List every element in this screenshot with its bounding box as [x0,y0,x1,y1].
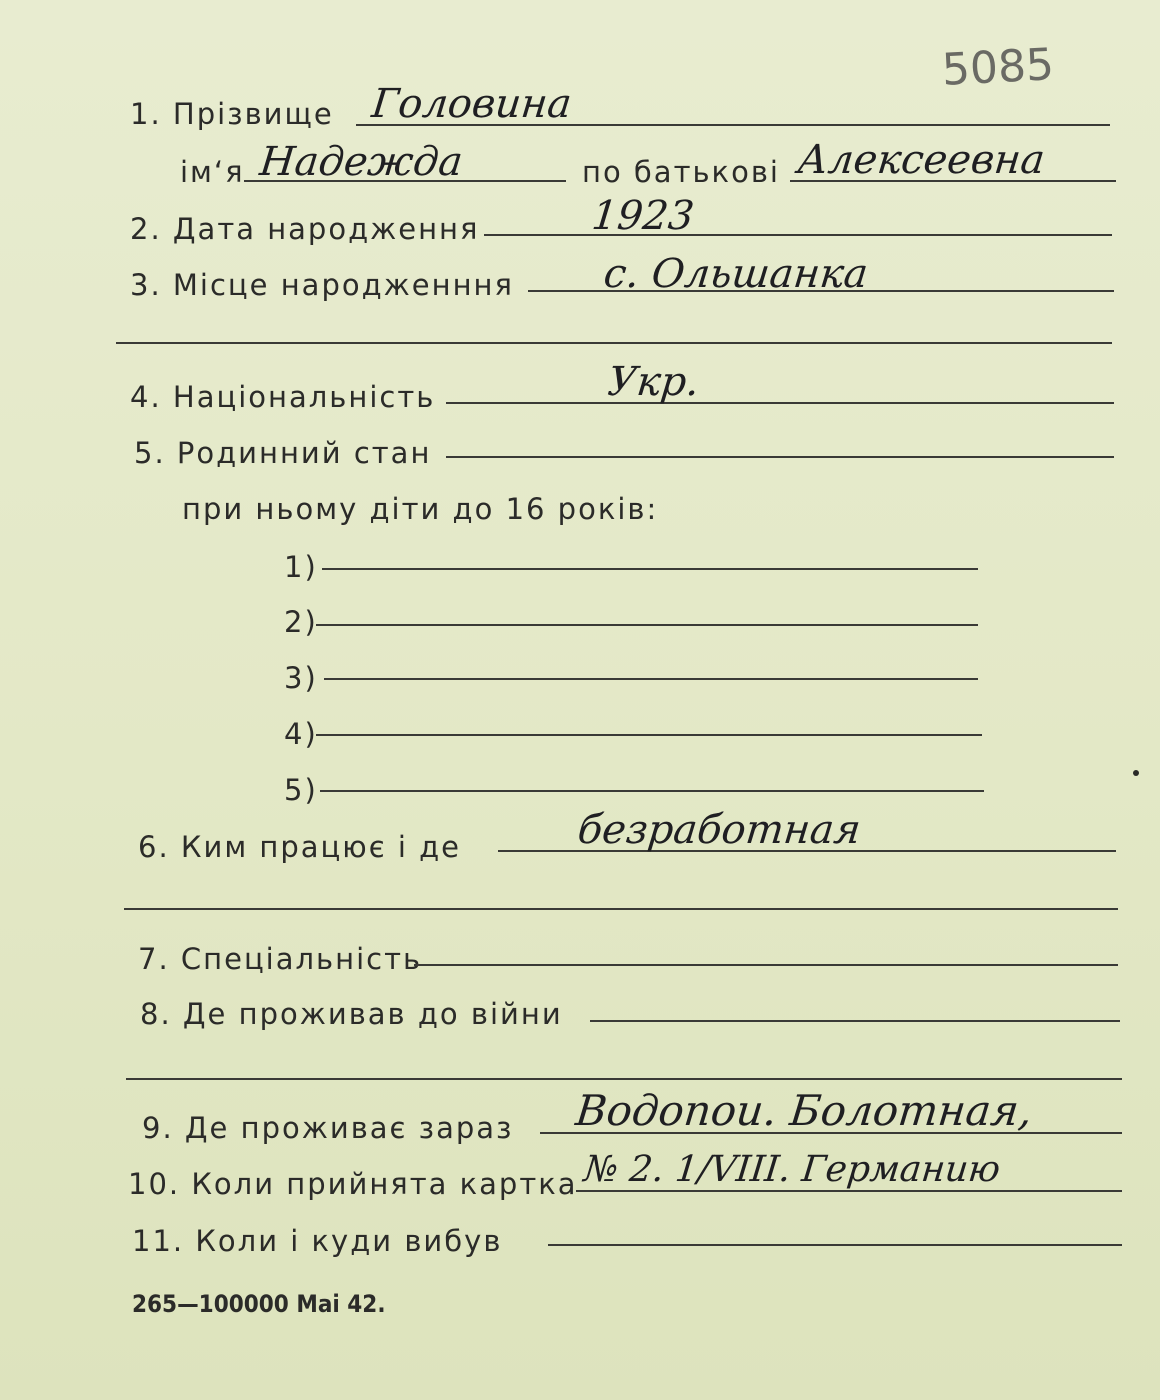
child-5-label: 5) [284,773,318,807]
child-5-line [320,790,984,792]
prewar-residence-extra-line [126,1078,1122,1080]
child-2-label: 2) [284,605,318,639]
birth-date-value: 1923 [589,193,697,239]
nationality-line [446,402,1114,404]
child-1-line [322,568,978,570]
card-accepted-value: № 2. 1/VIII. Германию [581,1149,1003,1190]
departure-label: 11. Коли і куди вибув [132,1224,503,1258]
current-residence-value: Водопои. Болотная, [573,1086,1035,1135]
card-accepted-line [576,1190,1122,1192]
card-accepted-label: 10. Коли прийнята картка [128,1167,578,1201]
children-label: при ньому діти до 16 років: [182,492,659,526]
child-4-line [316,734,982,736]
specialty-label: 7. Спеціальність [138,942,423,976]
ink-dot [1133,770,1139,776]
child-2-line [316,624,978,626]
marital-status-label: 5. Родинний стан [134,436,432,470]
print-code: 265—100000 Mai 42. [132,1290,386,1318]
nationality-value: Укр. [605,359,702,405]
surname-value: Головина [369,81,574,127]
specialty-line [414,964,1118,966]
first-name-label: ім‘я [180,155,245,189]
child-4-label: 4) [284,717,318,751]
first-name-value: Надежда [257,139,465,185]
occupation-label: 6. Ким працює і де [138,830,462,864]
patronymic-value: Алексеевна [795,137,1047,183]
birth-date-label: 2. Дата народження [130,212,480,246]
current-residence-label: 9. Де проживає зараз [142,1111,514,1145]
child-3-label: 3) [284,661,318,695]
occupation-extra-line [124,908,1118,910]
prewar-residence-line [590,1020,1120,1022]
marital-status-line [446,456,1114,458]
child-1-label: 1) [284,550,318,584]
birth-place-label: 3. Місце народженння [130,268,514,302]
birth-place-value: с. Ольшанка [601,251,871,297]
child-3-line [324,678,978,680]
nationality-label: 4. Національність [130,380,436,414]
birth-place-extra-line [116,342,1112,344]
occupation-value: безработная [575,807,863,853]
surname-label: 1. Прізвище [130,97,334,131]
birth-date-line [484,234,1112,236]
prewar-residence-label: 8. Де проживав до війни [140,997,563,1031]
patronymic-label: по батькові [582,155,780,189]
departure-line [548,1244,1122,1246]
archive-number: 5085 [940,39,1056,96]
